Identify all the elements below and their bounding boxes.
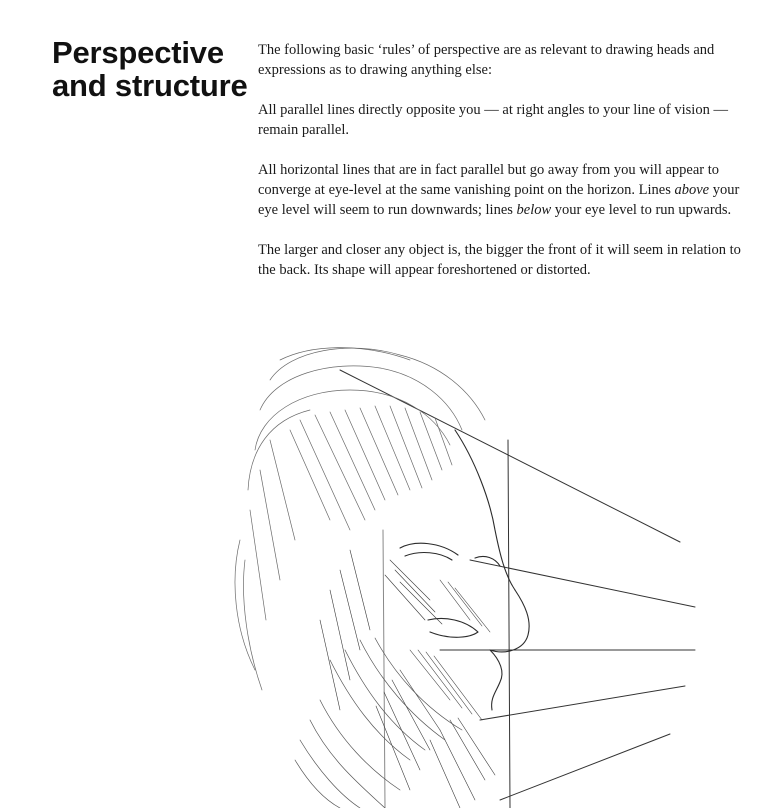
shading-strokes bbox=[320, 550, 495, 808]
perspective-lines bbox=[340, 370, 695, 808]
face-strokes bbox=[400, 430, 529, 710]
hair-strokes bbox=[235, 348, 485, 690]
vanishing-text-a: All horizontal lines that are in fact parallel but go away from you will appear to converge at eye-level at the same vanishing point on the horizon. Lines bbox=[258, 162, 720, 198]
vanishing-text-c: your eye level to run upwards. bbox=[551, 202, 732, 218]
vanishing-text-b: your eye level will seem to run downwards; lines bbox=[258, 182, 740, 218]
paragraph-foreshortening: The larger and closer any object is, the bigger the front of it will seem in relation to the back. Its shape will appear foreshortened or distorted. bbox=[258, 242, 741, 278]
head-sketch-illustration bbox=[200, 320, 700, 808]
paragraph-parallel-lines: All parallel lines directly opposite you — at right angles to your line of vision — remain parallel. bbox=[258, 102, 728, 138]
paragraph-vanishing-point bbox=[258, 160, 758, 220]
emphasis-below: below bbox=[516, 202, 552, 218]
body-text bbox=[258, 40, 758, 300]
beard-strokes bbox=[295, 638, 462, 808]
page-heading bbox=[52, 36, 248, 102]
heading-line-1: Perspective bbox=[52, 35, 224, 70]
heading-line-2: and structure bbox=[52, 68, 248, 103]
paragraph-intro: The following basic ‘rules’ of perspective are as relevant to drawing heads and expressions as to drawing anything else: bbox=[258, 42, 715, 78]
emphasis-above: above bbox=[674, 182, 710, 198]
